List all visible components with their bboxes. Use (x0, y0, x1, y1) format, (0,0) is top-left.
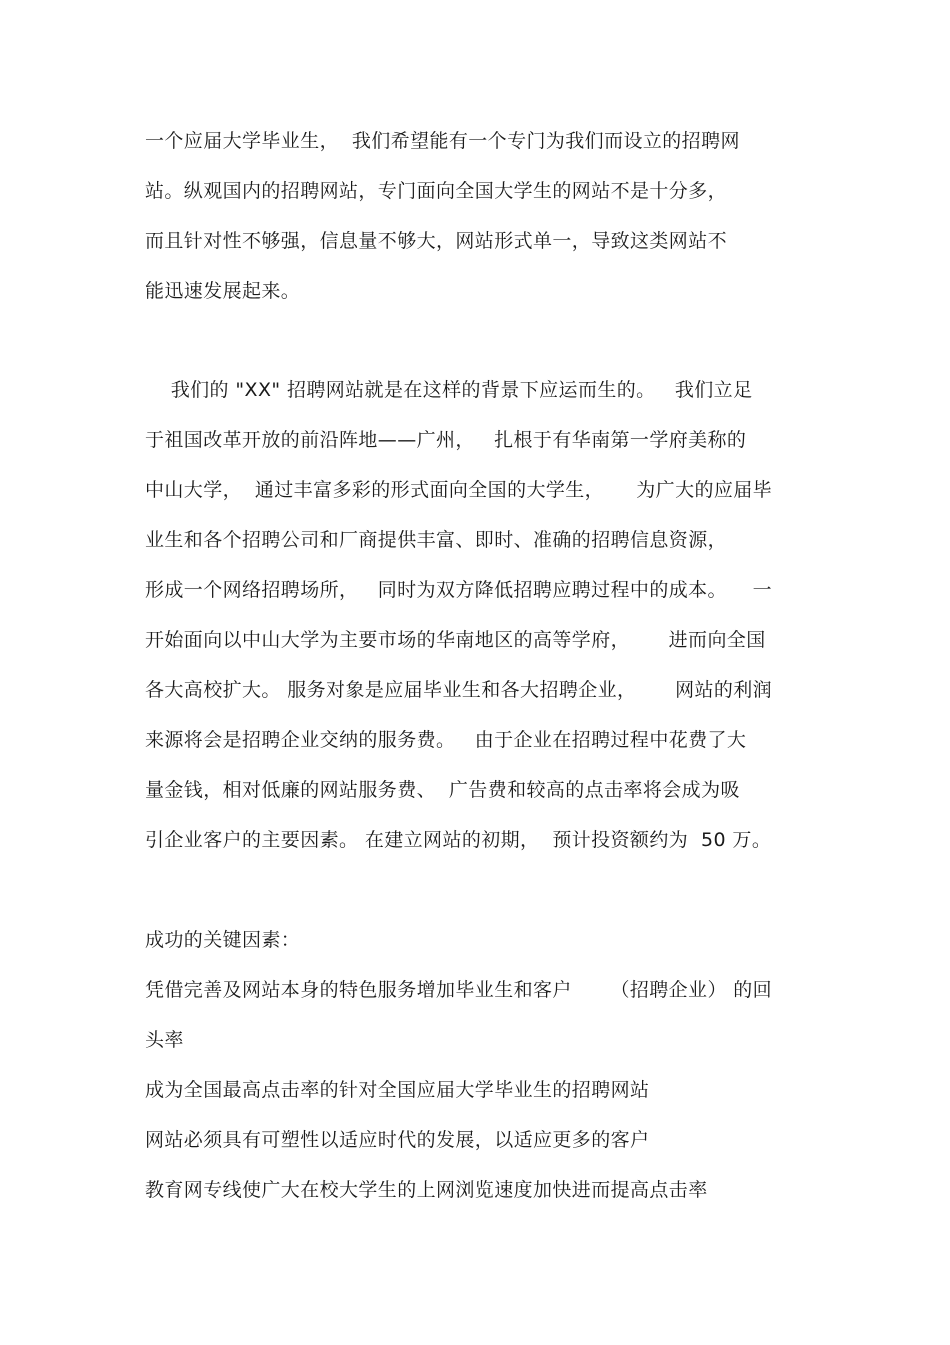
text-line: 量金钱，相对低廉的网站服务费、 广告费和较高的点击率将会成为吸 (145, 779, 740, 801)
section-heading: 成功的关键因素： (145, 929, 301, 951)
text-line: 开始面向以中山大学为主要市场的华南地区的高等学府， 进而向全国 (145, 629, 766, 651)
text-line: 我们的 "XX" 招聘网站就是在这样的背景下应运而生的。 我们立足 (145, 379, 753, 401)
list-item: 凭借完善及网站本身的特色服务增加毕业生和客户 （招聘企业） 的回 (145, 979, 773, 1001)
text-line: 中山大学， 通过丰富多彩的形式面向全国的大学生， 为广大的应届毕 (145, 479, 773, 501)
text-line: 引企业客户的主要因素。 在建立网站的初期， 预计投资额约为 50 万。 (145, 829, 772, 851)
text-line: 来源将会是招聘企业交纳的服务费。 由于企业在招聘过程中花费了大 (145, 729, 747, 751)
list-item: 网站必须具有可塑性以适应时代的发展，以适应更多的客户 (145, 1129, 650, 1151)
text-line: 能迅速发展起来。 (145, 280, 301, 302)
list-item: 成为全国最高点击率的针对全国应届大学毕业生的招聘网站 (145, 1079, 650, 1101)
text-line: 一个应届大学毕业生， 我们希望能有一个专门为我们而设立的招聘网 (145, 130, 740, 152)
text-line: 站。纵观国内的招聘网站，专门面向全国大学生的网站不是十分多， (145, 180, 728, 202)
text-line: 业生和各个招聘公司和厂商提供丰富、即时、准确的招聘信息资源， (145, 529, 728, 551)
text-line: 于祖国改革开放的前沿阵地——广州， 扎根于有华南第一学府美称的 (145, 429, 747, 451)
text-line: 而且针对性不够强，信息量不够大，网站形式单一，导致这类网站不 (145, 230, 728, 252)
text-line: 形成一个网络招聘场所， 同时为双方降低招聘应聘过程中的成本。 一 (145, 579, 773, 601)
text-line: 各大高校扩大。 服务对象是应届毕业生和各大招聘企业， 网站的利润 (145, 679, 773, 701)
list-item: 教育网专线使广大在校大学生的上网浏览速度加快进而提高点击率 (145, 1179, 708, 1201)
list-item: 头率 (145, 1029, 184, 1051)
